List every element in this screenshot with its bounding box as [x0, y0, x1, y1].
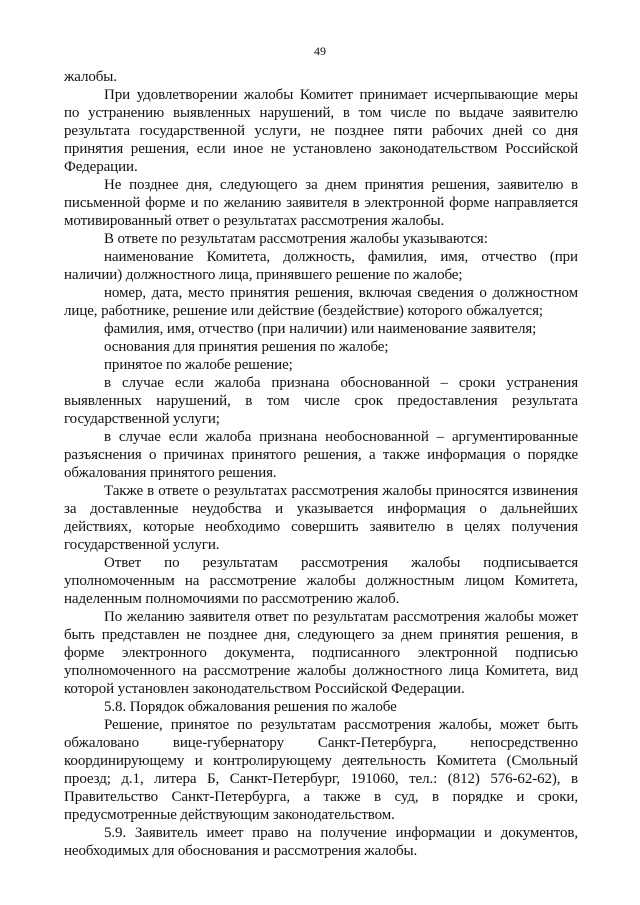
paragraph-response-contents-intro: В ответе по результатам рассмотрения жалобы указываются: [104, 231, 488, 247]
paragraph-apology: Также в ответе о результатах рассмотрения жалобы приносятся извинения за доставленные неудобства и указывается информация о дальнейших действиях, которые необходимо совершить заявителю в целях получения государственной услуги. [64, 483, 578, 553]
paragraph-complaint-end: жалобы. [64, 69, 117, 85]
list-item-applicant-name: фамилия, имя, отчество (при наличии) или наименование заявителя; [104, 321, 537, 337]
section-5-9: 5.9. Заявитель имеет право на получение информации и документов, необходимых для обоснования и рассмотрения жалобы. [64, 825, 578, 859]
section-heading-5-8: 5.8. Порядок обжалования решения по жалобе [104, 699, 397, 715]
paragraph-satisfaction-measures: При удовлетворении жалобы Комитет принимает исчерпывающие меры по устранению выявленных нарушений, в том числе по выдаче заявителю результата государственной услуги, не позднее пяти рабочих дней со дня принятия решения, если иное не установлено законодательством Российской Федерации. [64, 87, 578, 175]
paragraph-electronic-response: По желанию заявителя ответ по результатам рассмотрения жалобы может быть представлен не позднее дня, следующего за днем принятия решения, в форме электронного документа, подписанного электронной подписью уполномоченного на рассмотрение жалобы должностного лица Комитета, вид которой установлен законодательством Российской Федерации. [64, 609, 578, 697]
page-number: 49 [314, 44, 326, 58]
paragraph-response-deadline: Не позднее дня, следующего за днем принятия решения, заявителю в письменной форме и по желанию заявителя в электронной форме направляется мотивированный ответ о результатах рассмотрения жалобы. [64, 177, 578, 229]
list-item-unjustified-complaint: в случае если жалоба признана необоснованной – аргументированные разъяснения о причинах принятого решения, а также информация о порядке обжалования принятого решения. [64, 429, 578, 481]
list-item-decision-details: номер, дата, место принятия решения, включая сведения о должностном лице, работнике, решение или действие (бездействие) которого обжалуется; [64, 285, 578, 319]
paragraph-response-signature: Ответ по результатам рассмотрения жалобы подписывается уполномоченным на рассмотрение жалобы должностным лицом Комитета, наделенным полномочиями по рассмотрению жалоб. [64, 555, 578, 607]
list-item-decision-grounds: основания для принятия решения по жалобе; [104, 339, 389, 355]
list-item-decision: принятое по жалобе решение; [104, 357, 293, 373]
list-item-committee-official: наименование Комитета, должность, фамилия, имя, отчество (при наличии) должностного лица, принявшего решение по жалобе; [64, 249, 578, 283]
list-item-justified-complaint: в случае если жалоба признана обоснованной – сроки устранения выявленных нарушений, в том числе срок предоставления результата государственной услуги; [64, 375, 578, 427]
paragraph-appeal-procedure: Решение, принятое по результатам рассмотрения жалобы, может быть обжаловано вице-губернатору Санкт-Петербурга, непосредственно координирующему и контролирующему деятельность Комитета (Смольный проезд; д.1, литера Б, Санкт-Петербург, 191060, тел.: (812) 576-62-62), в Правительство Санкт-Петербурга, а также в суд, в порядке и сроки, предусмотренные действующим законодательством. [64, 717, 578, 823]
document-body [64, 68, 578, 860]
